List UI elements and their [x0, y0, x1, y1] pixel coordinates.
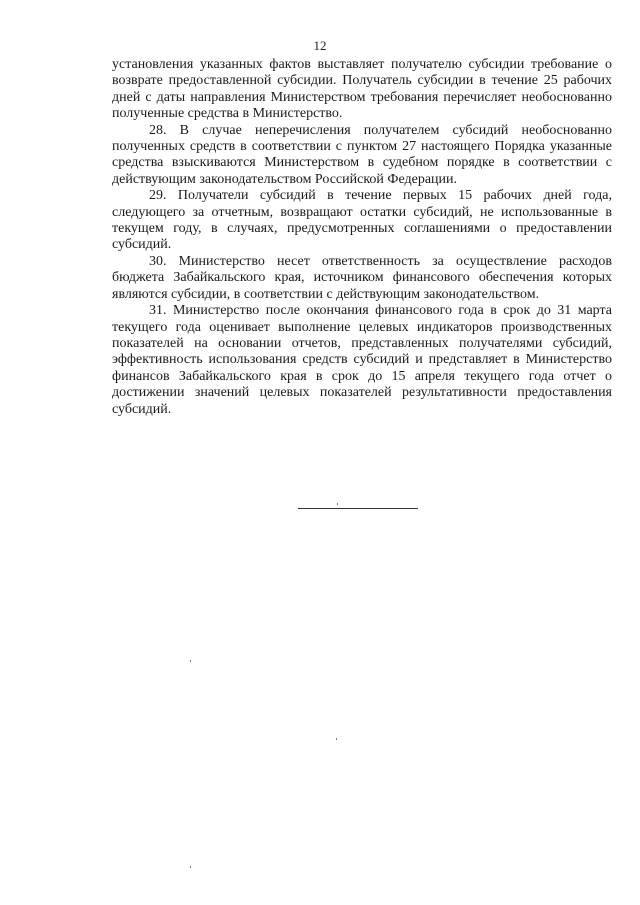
paragraph-30: 30. Министерство несет ответственность за осуществление расходов бюджета Забайкальского края, источником финансового обеспечения которых являются субсидии, в соответствии с действующим законодательством. [112, 253, 612, 302]
document-body [112, 57, 612, 418]
scan-speck [336, 738, 337, 740]
end-separator-line [298, 508, 418, 509]
paragraph-28: 28. В случае неперечисления получателем субсидий необоснованно полученных средств в соответствии с пунктом 27 настоящего Порядка указанные средства взыскиваются Министерством в судебном порядке в соответствии с действующим законодательством Российской Федерации. [112, 122, 612, 187]
paragraph-31: 31. Министерство после окончания финансового года в срок до 31 марта текущего года оценивает выполнение целевых индикаторов производственных показателей на основании отчетов, представленных получателями субсидий, эффективность использования средств субсидий и представляет в Министерство финансов Забайкальского края в срок до 15 апреля текущего года отчет о достижении значений целевых показателей результативности предоставления субсидий. [112, 303, 612, 417]
scan-speck [337, 503, 338, 505]
scan-speck [190, 660, 191, 662]
page-number: 12 [313, 38, 327, 53]
scan-speck [190, 866, 191, 868]
paragraph-continuation: установления указанных фактов выставляет получателю субсидии требование о возврате предоставленной субсидии. Получатель субсидии в течение 25 рабочих дней с даты направления Министерством требования перечисляет необоснованно полученные средства в Министерство. [112, 57, 612, 122]
paragraph-29: 29. Получатели субсидий в течение первых 15 рабочих дней года, следующего за отчетным, возвращают остатки субсидий, не использованные в текущем году, в случаях, предусмотренных соглашениями о предоставлении субсидий. [112, 188, 612, 253]
